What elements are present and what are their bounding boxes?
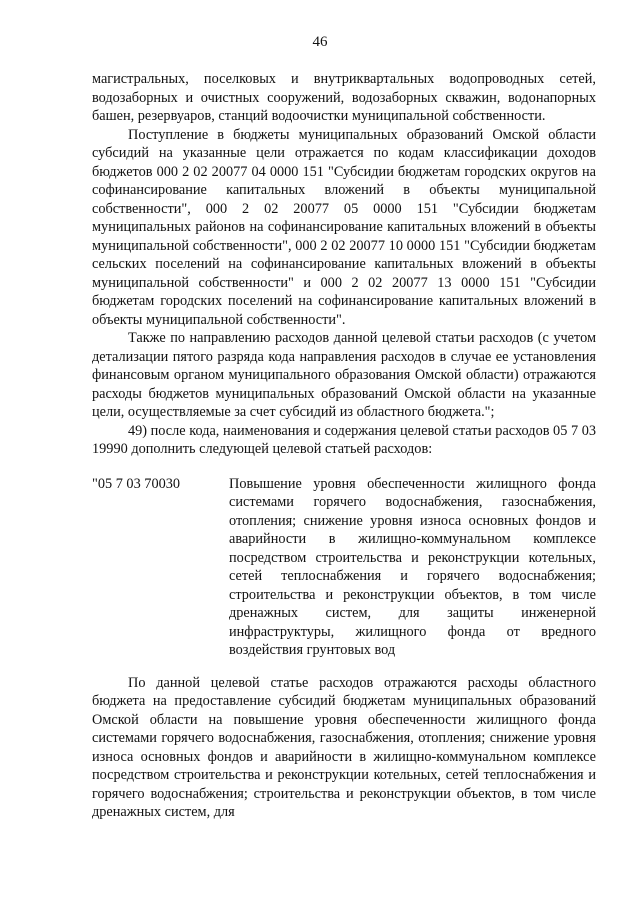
paragraph-also-expenses: Также по направлению расходов данной целевой статьи расходов (с учетом детализации пятого разряда кода направления расходов в случае ее установления финансовым органом муниципального образования Омской области) отражаются расходы бюджетов муниципальных образований Омской области на указанные цели, осуществляемые за счет субсидий из областного бюджета."; <box>92 330 596 420</box>
target-article-code: "05 7 03 70030 <box>92 475 181 492</box>
document-body <box>92 70 596 822</box>
paragraph-item-49: 49) после кода, наименования и содержания целевой статьи расходов 05 7 03 19990 дополнить следующей целевой статьей расходов: <box>92 422 596 457</box>
paragraph-water-facilities: магистральных, поселковых и внутриквартальных водопроводных сетей, водозаборных и очистных сооружений, водозаборных скважин, водонапорных башен, резервуаров, станций водоочистки муниципальной собственности. <box>92 71 596 124</box>
target-article-name: Повышение уровня обеспеченности жилищного фонда системами горячего водоснабжения, газоснабжения, отопления; снижение уровня износа основных фондов и аварийности в жилищно-коммунальном комплексе посредством строительства и реконструкции котельных, сетей теплоснабжения и горячего водоснабжения; строительства и реконструкции объектов, в том числе дренажных систем, для защиты инженерной инфраструктуры, жилищного фонда от вредного воздействия грунтовых вод <box>229 475 596 658</box>
page-number: 46 <box>312 34 328 50</box>
target-article-row <box>92 475 596 660</box>
paragraph-income-codes: Поступление в бюджеты муниципальных образований Омской области субсидий на указанные цели отражается по кодам классификации доходов бюджетов 000 2 02 20077 04 0000 151 "Субсидии бюджетам городских округов на софинансирование капитальных вложений в объекты муниципальной собственности", 000 2 02 20077 05 0000 151 "Субсидии бюджетам муниципальных районов на софинансирование капитальных вложений в объекты муниципальной собственности", 000 2 02 20077 10 0000 151 "Субсидии бюджетам сельских поселений на софинансирование капитальных вложений в объекты муниципальной собственности" и 000 2 02 20077 13 0000 151 "Субсидии бюджетам городских поселений на софинансирование капитальных вложений в объекты муниципальной собственности". <box>92 126 596 328</box>
paragraph-article-expenses: По данной целевой статье расходов отражаются расходы областного бюджета на предоставление субсидий бюджетам муниципальных образований Омской области на повышение уровня обеспеченности жилищного фонда системами горячего водоснабжения, газоснабжения, отопления; снижение уровня износа основных фондов и аварийности в жилищно-коммунальном комплексе посредством строительства и реконструкции котельных, сетей теплоснабжения и горячего водоснабжения; строительства и реконструкции объектов, в том числе дренажных систем, для <box>92 674 596 820</box>
